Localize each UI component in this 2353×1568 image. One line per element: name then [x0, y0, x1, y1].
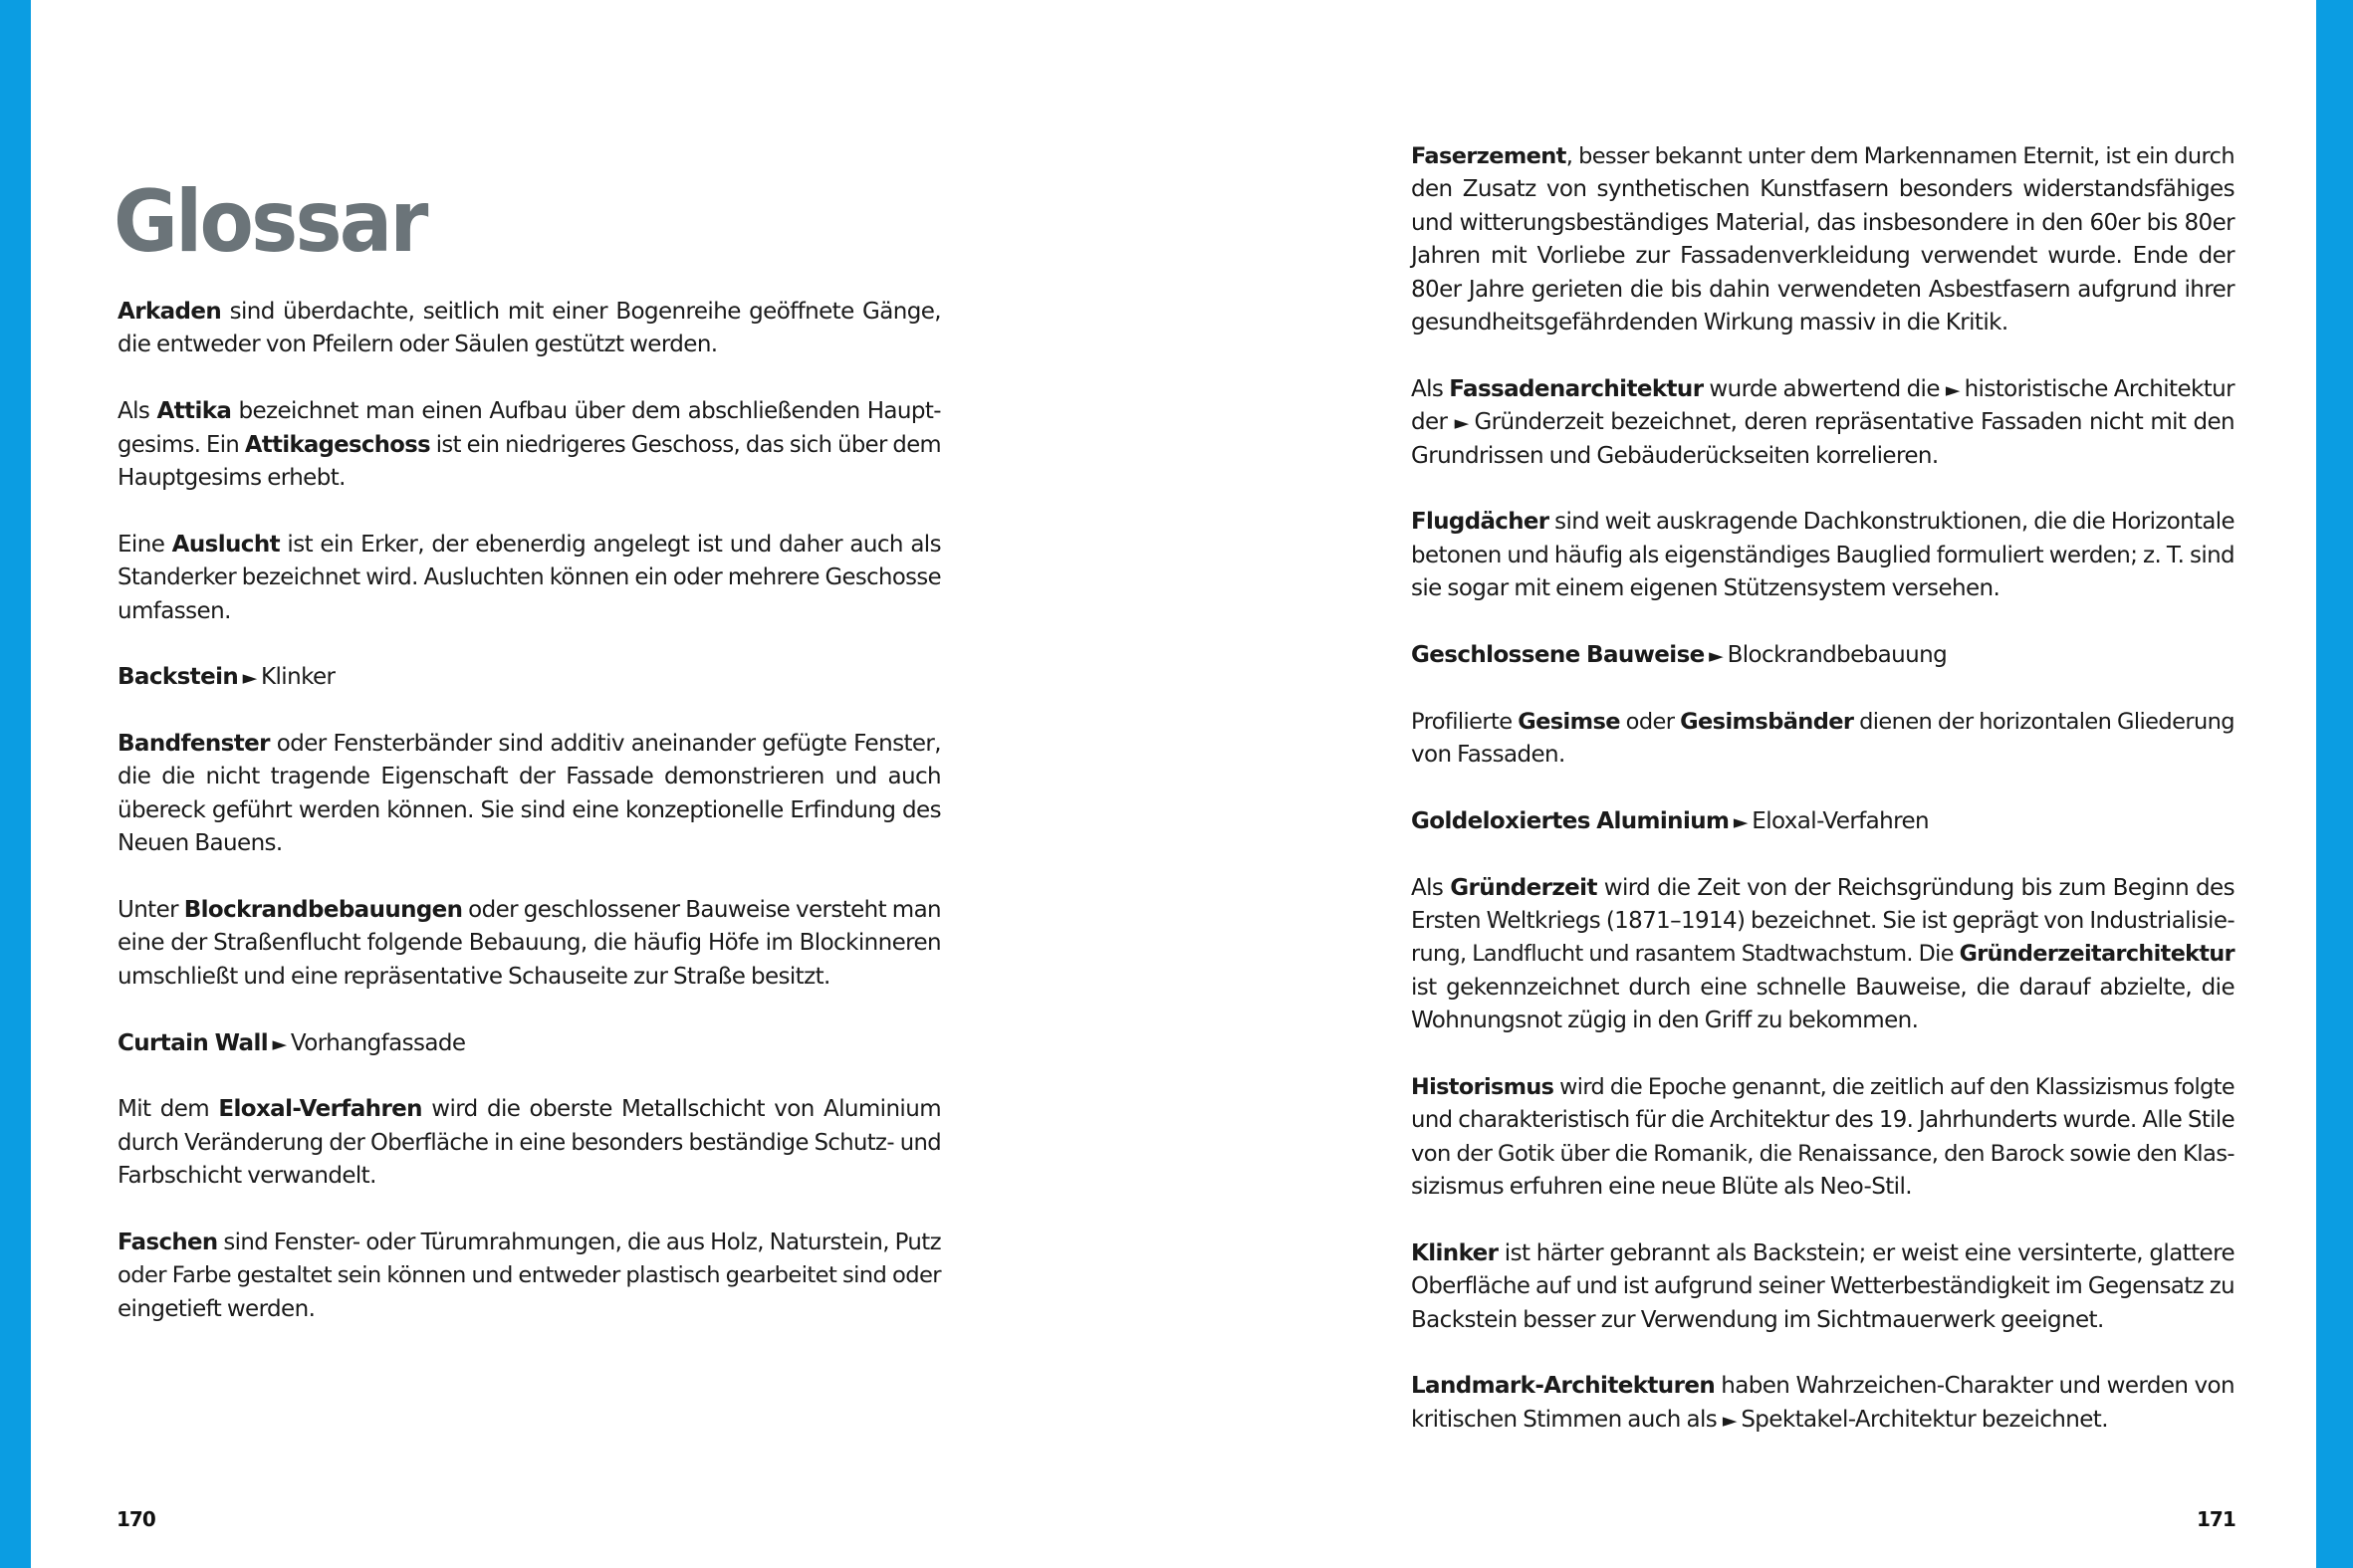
page-title: Glossar — [114, 171, 426, 272]
glossary-entry — [1411, 1370, 2235, 1437]
glossary-text: betonen und häufig als eigenständiges Bauglied formuliert werden; z. T. sind — [1411, 542, 2235, 568]
glossary-text: eine der Straßenflucht folgende Bebauung, die häufig Höfe im Blockinneren — [118, 930, 941, 957]
glossary-line — [118, 794, 941, 827]
glossary-text: gesundheitsgefährdenden Wirkung massiv in die Kritik. — [1411, 309, 2008, 336]
glossary-text: Oberfläche auf und ist aufgrund seiner Wetterbeständigkeit im Gegensatz zu — [1411, 1273, 2235, 1300]
glossary-term: Geschlossene Bauweise — [1411, 641, 1705, 668]
cross-reference-arrow-icon: ► — [1704, 644, 1728, 667]
right-glossary-column — [1411, 140, 2235, 1470]
glossary-term: Historismus — [1411, 1073, 1554, 1100]
cross-reference-arrow-icon: ► — [1945, 378, 1965, 401]
glossary-text: und witterungsbeständiges Material, das insbesondere in den 60er bis 80er — [1411, 209, 2235, 236]
glossary-text: Spektakel-Architektur bezeichnet. — [1741, 1406, 2108, 1433]
glossary-line — [118, 1259, 941, 1292]
glossary-text: Klinker — [261, 664, 336, 691]
glossary-line — [1411, 440, 2235, 473]
glossary-entry — [118, 1093, 941, 1193]
glossary-term: Attika — [156, 398, 232, 425]
glossary-term: Backstein — [118, 664, 239, 691]
glossary-text: oder Farbe gestaltet sein können und entweder plastisch gearbeitet sind oder — [118, 1262, 941, 1289]
glossary-entry — [118, 1027, 941, 1060]
glossary-term: Eloxal-Verfahren — [218, 1096, 422, 1123]
glossary-line — [118, 529, 941, 561]
glossary-line — [1411, 972, 2235, 1005]
glossary-text: Farbschicht verwandelt. — [118, 1163, 376, 1190]
glossary-term: Arkaden — [118, 299, 222, 325]
glossary-text: , besser bekannt unter dem Markennamen Eternit, ist ein durch — [1565, 143, 2235, 169]
glossary-line — [1411, 1071, 2235, 1104]
glossary-line — [118, 595, 941, 628]
glossary-entry — [1411, 872, 2235, 1038]
glossary-entry — [1411, 506, 2235, 605]
glossary-line — [118, 395, 941, 428]
glossary-text: übereck geführt werden können. Sie sind eine konzeptionelle Erfindung des — [118, 796, 941, 823]
glossary-line — [1411, 1404, 2235, 1437]
glossary-text: oder Fensterbänder sind additiv aneinander gefügte Fenster, — [269, 731, 941, 758]
glossary-text: die entweder von Pfeilern oder Säulen gestützt werden. — [118, 332, 718, 358]
glossary-line — [1411, 274, 2235, 307]
glossary-term: Flugdächer — [1411, 509, 1549, 536]
glossary-text: Eloxal-Verfahren — [1752, 807, 1930, 834]
glossary-text: von Fassaden. — [1411, 742, 1565, 769]
glossary-line — [1411, 506, 2235, 539]
glossary-text: ist gekennzeichnet durch eine schnelle Bauweise, die darauf abzielte, die — [1411, 974, 2235, 1001]
glossary-text: die die nicht tragende Eigenschaft der Fassade demonstrieren und auch — [118, 764, 941, 790]
glossary-line — [118, 1093, 941, 1126]
glossary-entry — [118, 661, 941, 694]
glossary-entry — [118, 1227, 941, 1326]
glossary-line — [1411, 1138, 2235, 1171]
glossary-line — [1411, 1370, 2235, 1403]
cross-reference-arrow-icon: ► — [238, 667, 262, 690]
glossary-entry — [118, 395, 941, 495]
glossary-text: sind Fenster- oder Türumrahmungen, die aus Holz, Naturstein, Putz — [217, 1229, 941, 1255]
cross-reference-arrow-icon: ► — [1454, 412, 1475, 435]
glossary-text: Als — [1411, 375, 1450, 402]
glossary-line — [118, 927, 941, 960]
glossary-line — [1411, 207, 2235, 240]
glossary-entry — [1411, 1071, 2235, 1205]
glossary-line — [1411, 872, 2235, 905]
glossary-line — [1411, 1304, 2235, 1337]
cross-reference-arrow-icon: ► — [1729, 810, 1753, 833]
glossary-line — [1411, 905, 2235, 938]
glossary-text: sind überdachte, seitlich mit einer Bogenreihe geöffnete Gänge, — [221, 299, 941, 325]
glossary-text: Vorhangfassade — [290, 1029, 466, 1056]
glossary-line — [118, 1227, 941, 1259]
glossary-text: Jahren mit Vorliebe zur Fassadenverkleidung verwendet wurde. Ende der — [1411, 243, 2235, 270]
glossary-entry — [1411, 373, 2235, 473]
glossary-line — [118, 1127, 941, 1160]
left-page-edge-bar — [0, 0, 31, 1568]
glossary-text: und charakteristisch für die Architektur des 19. Jahrhunderts wurde. Alle Stile — [1411, 1107, 2235, 1134]
glossary-text: wurde abwertend die — [1703, 375, 1946, 402]
glossary-text: durch Veränderung der Oberfläche in eine besonders beständige Schutz- und — [118, 1129, 941, 1156]
glossary-text: den Zusatz von synthetischen Kunstfasern besonders widerstandsfähiges — [1411, 176, 2235, 203]
glossary-line — [1411, 540, 2235, 572]
glossary-line — [118, 1160, 941, 1193]
left-glossary-column — [118, 296, 941, 1360]
glossary-line — [1411, 1171, 2235, 1204]
glossary-text: 80er Jahre gerieten die bis dahin verwendeten Asbestfasern aufgrund ihrer — [1411, 276, 2235, 303]
glossary-entry — [1411, 140, 2235, 339]
glossary-line — [1411, 739, 2235, 772]
glossary-text: wird die Epoche genannt, die zeitlich auf den Klassizismus folgte — [1553, 1073, 2235, 1100]
glossary-line — [1411, 173, 2235, 206]
glossary-line — [118, 1293, 941, 1326]
glossary-text: Hauptgesims erhebt. — [118, 464, 346, 491]
glossary-text: Mit dem — [118, 1096, 219, 1123]
glossary-term: Gesimsbänder — [1680, 708, 1854, 735]
glossary-text: haben Wahrzeichen-Charakter und werden von — [1715, 1373, 2235, 1400]
glossary-text: ist ein niedrigeres Geschoss, das sich über dem — [430, 431, 941, 458]
glossary-line — [118, 1027, 941, 1060]
glossary-line — [118, 761, 941, 793]
glossary-text: rung, Landflucht und rasantem Stadtwachstum. Die — [1411, 941, 1960, 968]
glossary-line — [1411, 706, 2235, 739]
glossary-term: Gründerzeit — [1450, 874, 1597, 901]
page-number-left: 170 — [117, 1507, 155, 1531]
glossary-line — [118, 894, 941, 927]
glossary-entry — [118, 529, 941, 628]
glossary-entry — [118, 894, 941, 994]
glossary-text: umfassen. — [118, 597, 231, 624]
glossary-text: Backstein besser zur Verwendung im Sichtmauerwerk geeignet. — [1411, 1306, 2104, 1333]
glossary-term: Curtain Wall — [118, 1029, 269, 1056]
glossary-text: gesims. Ein — [118, 431, 245, 458]
glossary-line — [118, 827, 941, 860]
glossary-line — [118, 561, 941, 594]
glossary-text: sizismus erfuhren eine neue Blüte als Neo-Stil. — [1411, 1174, 1912, 1201]
glossary-line — [1411, 373, 2235, 406]
glossary-line — [1411, 140, 2235, 173]
glossary-line — [1411, 1270, 2235, 1303]
glossary-entry — [1411, 706, 2235, 773]
glossary-text: Blockrandbebauung — [1727, 641, 1948, 668]
glossary-text: oder geschlossener Bauweise versteht man — [462, 897, 942, 924]
glossary-text: wird die oberste Metallschicht von Aluminium — [421, 1096, 942, 1123]
glossary-term: Faserzement — [1411, 143, 1566, 169]
glossary-text: Als — [118, 398, 157, 425]
glossary-text: umschließt und eine repräsentative Schauseite zur Straße besitzt. — [118, 963, 830, 990]
glossary-line — [1411, 406, 2235, 439]
glossary-line — [118, 296, 941, 329]
glossary-line — [118, 462, 941, 495]
glossary-line — [1411, 938, 2235, 971]
glossary-term: Auslucht — [171, 531, 280, 558]
glossary-term: Fassadenarchitektur — [1449, 375, 1704, 402]
glossary-entry — [118, 296, 941, 362]
glossary-text: eingetieft werden. — [118, 1295, 316, 1322]
glossary-term: Blockrandbebauungen — [183, 897, 463, 924]
page-number-right: 171 — [2197, 1507, 2235, 1531]
glossary-text: sie sogar mit einem eigenen Stützensystem versehen. — [1411, 575, 2000, 602]
glossary-text: Profilierte — [1411, 708, 1519, 735]
glossary-entry — [1411, 639, 2235, 672]
glossary-term: Attikageschoss — [244, 431, 431, 458]
glossary-text: wird die Zeit von der Reichsgründung bis zum Beginn des — [1596, 874, 2235, 901]
glossary-line — [1411, 805, 2235, 838]
glossary-text: von der Gotik über die Romanik, die Renaissance, den Barock sowie den Klas- — [1411, 1140, 2235, 1167]
cross-reference-arrow-icon: ► — [268, 1032, 291, 1055]
glossary-line — [1411, 639, 2235, 672]
glossary-text: Wohnungsnot zügig in den Griff zu bekommen. — [1411, 1008, 1919, 1034]
glossary-term: Faschen — [118, 1229, 218, 1255]
glossary-text: Gründerzeit bezeichnet, deren repräsentative Fassaden nicht mit den — [1474, 409, 2235, 436]
glossary-entry — [1411, 805, 2235, 838]
glossary-line — [1411, 307, 2235, 339]
glossary-text: dienen der horizontalen Gliederung — [1853, 708, 2235, 735]
glossary-entry — [1411, 1237, 2235, 1337]
glossary-term: Landmark-Architekturen — [1411, 1373, 1716, 1400]
glossary-term: Bandfenster — [118, 731, 270, 758]
glossary-text: Neuen Bauens. — [118, 830, 283, 857]
glossary-text: Eine — [118, 531, 172, 558]
glossary-text: Ersten Weltkriegs (1871–1914) bezeichnet. Sie ist geprägt von Industrialisie- — [1411, 907, 2235, 934]
right-page-edge-bar — [2316, 0, 2353, 1568]
glossary-text: Grundrissen und Gebäuderückseiten korrelieren. — [1411, 442, 1939, 469]
glossary-text: ist härter gebrannt als Backstein; er weist eine versinterte, glattere — [1498, 1239, 2235, 1266]
glossary-line — [1411, 1104, 2235, 1137]
glossary-line — [118, 961, 941, 994]
glossary-text: sind weit auskragende Dachkonstruktionen, die die Horizontale — [1548, 509, 2235, 536]
glossary-line — [1411, 1005, 2235, 1037]
glossary-entry — [118, 728, 941, 861]
glossary-term: Gesimse — [1518, 708, 1620, 735]
glossary-text: kritischen Stimmen auch als — [1411, 1406, 1723, 1433]
glossary-text: Standerker bezeichnet wird. Ausluchten können ein oder mehrere Geschosse — [118, 564, 941, 591]
glossary-text: Unter — [118, 897, 184, 924]
glossary-text: oder — [1619, 708, 1681, 735]
glossary-line — [118, 329, 941, 361]
glossary-text: Als — [1411, 874, 1451, 901]
glossary-term: Goldeloxiertes Aluminium — [1411, 807, 1730, 834]
glossary-line — [1411, 240, 2235, 273]
glossary-term: Klinker — [1411, 1239, 1499, 1266]
glossary-text: der — [1411, 409, 1455, 436]
glossary-line — [1411, 572, 2235, 605]
glossary-line — [118, 429, 941, 462]
cross-reference-arrow-icon: ► — [1722, 1409, 1742, 1432]
glossary-line — [118, 661, 941, 694]
glossary-term: Gründerzeitarchitektur — [1959, 941, 2235, 968]
glossary-text: bezeichnet man einen Aufbau über dem abschließenden Haupt- — [231, 398, 941, 425]
glossary-text: historistische Architektur — [1964, 375, 2235, 402]
glossary-line — [1411, 1237, 2235, 1270]
glossary-line — [118, 728, 941, 761]
glossary-text: ist ein Erker, der ebenerdig angelegt ist und daher auch als — [280, 531, 941, 558]
